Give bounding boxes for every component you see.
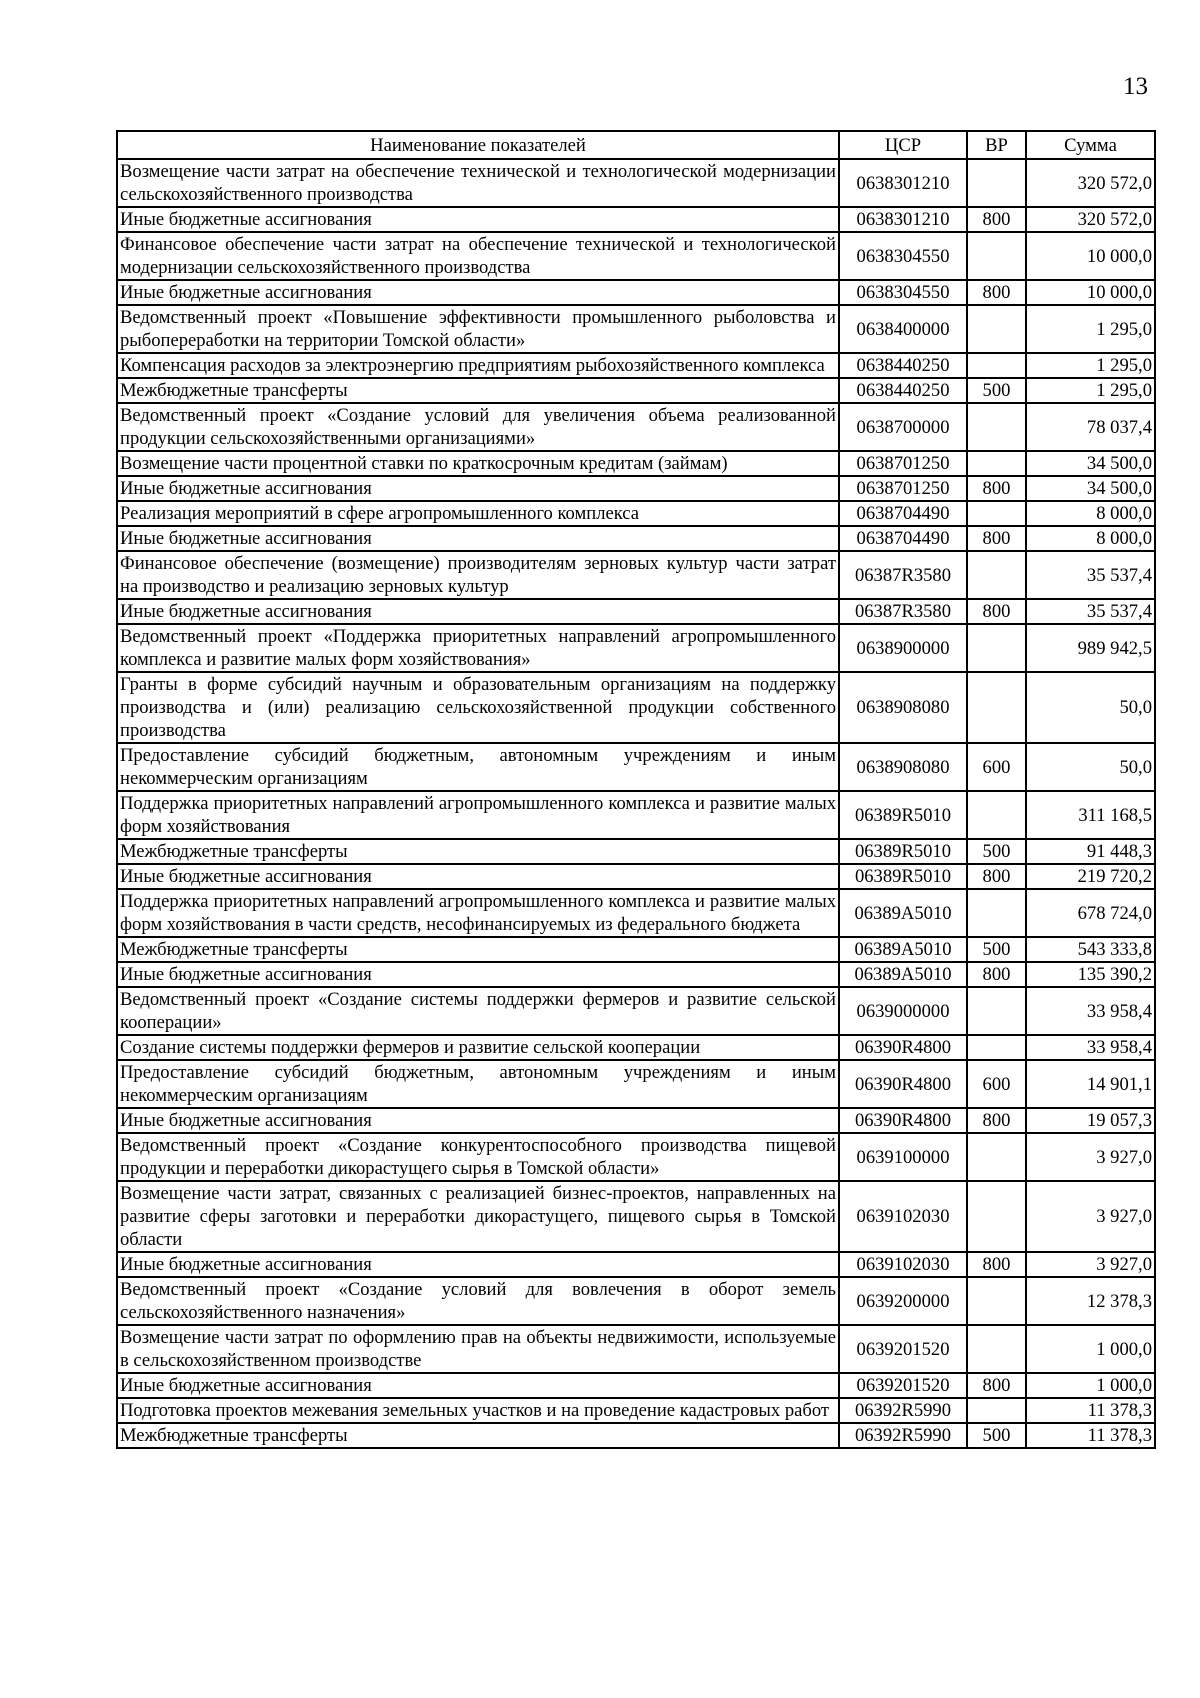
table-body bbox=[117, 159, 1155, 1448]
cell-sum: 19 057,3 bbox=[1026, 1108, 1155, 1133]
table-row bbox=[117, 1252, 1155, 1277]
cell-name: Межбюджетные трансферты bbox=[117, 378, 839, 403]
cell-sum: 50,0 bbox=[1026, 672, 1155, 743]
table-row bbox=[117, 305, 1155, 353]
cell-vr bbox=[967, 403, 1026, 451]
cell-sum: 35 537,4 bbox=[1026, 551, 1155, 599]
cell-csr: 0638304550 bbox=[839, 232, 967, 280]
table-row bbox=[117, 672, 1155, 743]
cell-vr bbox=[967, 232, 1026, 280]
cell-name: Ведомственный проект «Поддержка приоритетных направлений агропромышленного комплекса и развитие малых форм хозяйствования» bbox=[117, 624, 839, 672]
cell-vr: 800 bbox=[967, 599, 1026, 624]
cell-csr: 06392R5990 bbox=[839, 1398, 967, 1423]
table-row bbox=[117, 353, 1155, 378]
cell-name: Предоставление субсидий бюджетным, автономным учреждениям и иным некоммерческим организациям bbox=[117, 1060, 839, 1108]
table-row bbox=[117, 159, 1155, 207]
cell-sum: 3 927,0 bbox=[1026, 1252, 1155, 1277]
cell-sum: 8 000,0 bbox=[1026, 526, 1155, 551]
table-row bbox=[117, 791, 1155, 839]
cell-sum: 989 942,5 bbox=[1026, 624, 1155, 672]
cell-sum: 1 295,0 bbox=[1026, 305, 1155, 353]
cell-name: Иные бюджетные ассигнования bbox=[117, 1252, 839, 1277]
cell-vr bbox=[967, 672, 1026, 743]
cell-vr: 600 bbox=[967, 743, 1026, 791]
cell-vr bbox=[967, 1035, 1026, 1060]
cell-csr: 0638701250 bbox=[839, 476, 967, 501]
table-row bbox=[117, 526, 1155, 551]
cell-sum: 8 000,0 bbox=[1026, 501, 1155, 526]
cell-vr bbox=[967, 1133, 1026, 1181]
cell-name: Реализация мероприятий в сфере агропромышленного комплекса bbox=[117, 501, 839, 526]
cell-name: Иные бюджетные ассигнования bbox=[117, 280, 839, 305]
cell-sum: 1 295,0 bbox=[1026, 353, 1155, 378]
cell-vr bbox=[967, 791, 1026, 839]
cell-vr bbox=[967, 987, 1026, 1035]
cell-sum: 10 000,0 bbox=[1026, 280, 1155, 305]
cell-sum: 33 958,4 bbox=[1026, 1035, 1155, 1060]
cell-name: Ведомственный проект «Создание условий для вовлечения в оборот земель сельскохозяйственного назначения» bbox=[117, 1277, 839, 1325]
cell-csr: 0638301210 bbox=[839, 207, 967, 232]
cell-csr: 0639102030 bbox=[839, 1181, 967, 1252]
cell-vr: 600 bbox=[967, 1060, 1026, 1108]
cell-sum: 678 724,0 bbox=[1026, 889, 1155, 937]
table-row bbox=[117, 624, 1155, 672]
cell-name: Финансовое обеспечение части затрат на обеспечение технической и технологической модернизации сельскохозяйственного производства bbox=[117, 232, 839, 280]
cell-vr bbox=[967, 451, 1026, 476]
cell-name: Возмещение части процентной ставки по краткосрочным кредитам (займам) bbox=[117, 451, 839, 476]
table-row bbox=[117, 743, 1155, 791]
cell-csr: 06389A5010 bbox=[839, 937, 967, 962]
cell-sum: 91 448,3 bbox=[1026, 839, 1155, 864]
cell-vr: 800 bbox=[967, 1373, 1026, 1398]
cell-csr: 0638900000 bbox=[839, 624, 967, 672]
cell-csr: 0639000000 bbox=[839, 987, 967, 1035]
cell-csr: 06387R3580 bbox=[839, 599, 967, 624]
cell-name: Поддержка приоритетных направлений агропромышленного комплекса и развитие малых форм хозяйствования в части средств, несофинансируемых из федерального бюджета bbox=[117, 889, 839, 937]
cell-vr: 500 bbox=[967, 839, 1026, 864]
cell-name: Финансовое обеспечение (возмещение) производителям зерновых культур части затрат на производство и реализацию зерновых культур bbox=[117, 551, 839, 599]
header-csr: ЦСР bbox=[839, 131, 967, 159]
cell-csr: 0638400000 bbox=[839, 305, 967, 353]
table-row bbox=[117, 378, 1155, 403]
cell-vr bbox=[967, 1181, 1026, 1252]
cell-vr bbox=[967, 159, 1026, 207]
cell-csr: 0638908080 bbox=[839, 672, 967, 743]
cell-csr: 0638701250 bbox=[839, 451, 967, 476]
table-row bbox=[117, 1373, 1155, 1398]
cell-name: Ведомственный проект «Создание конкурентоспособного производства пищевой продукции и переработки дикорастущего сырья в Томской области» bbox=[117, 1133, 839, 1181]
cell-name: Ведомственный проект «Создание условий для увеличения объема реализованной продукции сельскохозяйственными организациями» bbox=[117, 403, 839, 451]
cell-vr bbox=[967, 501, 1026, 526]
table-row bbox=[117, 280, 1155, 305]
cell-sum: 320 572,0 bbox=[1026, 159, 1155, 207]
cell-csr: 06389R5010 bbox=[839, 839, 967, 864]
cell-vr: 800 bbox=[967, 526, 1026, 551]
cell-vr bbox=[967, 889, 1026, 937]
cell-name: Иные бюджетные ассигнования bbox=[117, 864, 839, 889]
cell-sum: 11 378,3 bbox=[1026, 1423, 1155, 1448]
cell-vr: 500 bbox=[967, 378, 1026, 403]
cell-csr: 06392R5990 bbox=[839, 1423, 967, 1448]
cell-name: Межбюджетные трансферты bbox=[117, 839, 839, 864]
cell-csr: 0639201520 bbox=[839, 1373, 967, 1398]
table-row bbox=[117, 1423, 1155, 1448]
table-row bbox=[117, 501, 1155, 526]
cell-sum: 14 901,1 bbox=[1026, 1060, 1155, 1108]
cell-sum: 11 378,3 bbox=[1026, 1398, 1155, 1423]
cell-name: Иные бюджетные ассигнования bbox=[117, 1108, 839, 1133]
cell-sum: 3 927,0 bbox=[1026, 1133, 1155, 1181]
cell-vr bbox=[967, 1277, 1026, 1325]
cell-csr: 06389R5010 bbox=[839, 864, 967, 889]
cell-sum: 320 572,0 bbox=[1026, 207, 1155, 232]
table-row bbox=[117, 403, 1155, 451]
cell-name: Иные бюджетные ассигнования bbox=[117, 476, 839, 501]
table-row bbox=[117, 1035, 1155, 1060]
cell-csr: 0638704490 bbox=[839, 526, 967, 551]
table-row bbox=[117, 937, 1155, 962]
cell-sum: 311 168,5 bbox=[1026, 791, 1155, 839]
cell-sum: 1 000,0 bbox=[1026, 1325, 1155, 1373]
table-row bbox=[117, 864, 1155, 889]
cell-vr: 800 bbox=[967, 864, 1026, 889]
cell-vr: 500 bbox=[967, 937, 1026, 962]
cell-name: Возмещение части затрат по оформлению прав на объекты недвижимости, используемые в сельскохозяйственном производстве bbox=[117, 1325, 839, 1373]
cell-sum: 33 958,4 bbox=[1026, 987, 1155, 1035]
cell-csr: 0638440250 bbox=[839, 353, 967, 378]
table-row bbox=[117, 1108, 1155, 1133]
cell-vr bbox=[967, 624, 1026, 672]
cell-name: Возмещение части затрат на обеспечение технической и технологической модернизации сельскохозяйственного производства bbox=[117, 159, 839, 207]
cell-vr: 500 bbox=[967, 1423, 1026, 1448]
cell-name: Иные бюджетные ассигнования bbox=[117, 1373, 839, 1398]
table-row bbox=[117, 232, 1155, 280]
cell-sum: 10 000,0 bbox=[1026, 232, 1155, 280]
cell-csr: 06389A5010 bbox=[839, 962, 967, 987]
cell-name: Ведомственный проект «Создание системы поддержки фермеров и развитие сельской кооперации» bbox=[117, 987, 839, 1035]
cell-name: Иные бюджетные ассигнования bbox=[117, 526, 839, 551]
table-row bbox=[117, 476, 1155, 501]
table-row bbox=[117, 207, 1155, 232]
cell-csr: 0638700000 bbox=[839, 403, 967, 451]
cell-vr: 800 bbox=[967, 207, 1026, 232]
cell-sum: 78 037,4 bbox=[1026, 403, 1155, 451]
cell-csr: 06387R3580 bbox=[839, 551, 967, 599]
cell-sum: 34 500,0 bbox=[1026, 476, 1155, 501]
table-header-row bbox=[117, 131, 1155, 159]
cell-vr: 800 bbox=[967, 280, 1026, 305]
cell-sum: 35 537,4 bbox=[1026, 599, 1155, 624]
cell-sum: 3 927,0 bbox=[1026, 1181, 1155, 1252]
cell-csr: 06389A5010 bbox=[839, 889, 967, 937]
table-row bbox=[117, 839, 1155, 864]
table-row bbox=[117, 551, 1155, 599]
cell-sum: 34 500,0 bbox=[1026, 451, 1155, 476]
cell-name: Поддержка приоритетных направлений агропромышленного комплекса и развитие малых форм хозяйствования bbox=[117, 791, 839, 839]
cell-vr bbox=[967, 353, 1026, 378]
cell-vr bbox=[967, 305, 1026, 353]
table-row bbox=[117, 1325, 1155, 1373]
cell-sum: 219 720,2 bbox=[1026, 864, 1155, 889]
table-row bbox=[117, 1277, 1155, 1325]
cell-name: Иные бюджетные ассигнования bbox=[117, 207, 839, 232]
cell-sum: 1 000,0 bbox=[1026, 1373, 1155, 1398]
table-row bbox=[117, 599, 1155, 624]
cell-csr: 0639100000 bbox=[839, 1133, 967, 1181]
table-row bbox=[117, 1133, 1155, 1181]
cell-csr: 0638301210 bbox=[839, 159, 967, 207]
cell-csr: 06390R4800 bbox=[839, 1035, 967, 1060]
table-row bbox=[117, 889, 1155, 937]
cell-vr: 800 bbox=[967, 1252, 1026, 1277]
cell-name: Межбюджетные трансферты bbox=[117, 1423, 839, 1448]
cell-csr: 0639102030 bbox=[839, 1252, 967, 1277]
table-row bbox=[117, 987, 1155, 1035]
cell-vr: 800 bbox=[967, 1108, 1026, 1133]
table-row bbox=[117, 451, 1155, 476]
cell-sum: 135 390,2 bbox=[1026, 962, 1155, 987]
table-row bbox=[117, 962, 1155, 987]
cell-csr: 0639201520 bbox=[839, 1325, 967, 1373]
table-row bbox=[117, 1398, 1155, 1423]
cell-name: Иные бюджетные ассигнования bbox=[117, 962, 839, 987]
cell-name: Межбюджетные трансферты bbox=[117, 937, 839, 962]
table-row bbox=[117, 1181, 1155, 1252]
cell-sum: 12 378,3 bbox=[1026, 1277, 1155, 1325]
cell-csr: 0638440250 bbox=[839, 378, 967, 403]
cell-name: Компенсация расходов за электроэнергию предприятиям рыбохозяйственного комплекса bbox=[117, 353, 839, 378]
cell-vr: 800 bbox=[967, 962, 1026, 987]
table-row bbox=[117, 1060, 1155, 1108]
cell-sum: 50,0 bbox=[1026, 743, 1155, 791]
cell-name: Возмещение части затрат, связанных с реализацией бизнес-проектов, направленных на развитие сферы заготовки и переработки дикорастущего, пищевого сырья в Томской области bbox=[117, 1181, 839, 1252]
cell-name: Подготовка проектов межевания земельных участков и на проведение кадастровых работ bbox=[117, 1398, 839, 1423]
cell-csr: 0638304550 bbox=[839, 280, 967, 305]
cell-csr: 0638704490 bbox=[839, 501, 967, 526]
cell-vr bbox=[967, 1325, 1026, 1373]
page-number: 13 bbox=[1123, 73, 1148, 100]
cell-name: Гранты в форме субсидий научным и образовательным организациям на поддержку производства и (или) реализацию сельскохозяйственной продукции собственного производства bbox=[117, 672, 839, 743]
header-name: Наименование показателей bbox=[117, 131, 839, 159]
cell-csr: 06389R5010 bbox=[839, 791, 967, 839]
cell-name: Ведомственный проект «Повышение эффективности промышленного рыболовства и рыбопереработки на территории Томской области» bbox=[117, 305, 839, 353]
cell-name: Создание системы поддержки фермеров и развитие сельской кооперации bbox=[117, 1035, 839, 1060]
cell-csr: 0639200000 bbox=[839, 1277, 967, 1325]
budget-table bbox=[116, 130, 1156, 1449]
cell-csr: 06390R4800 bbox=[839, 1060, 967, 1108]
cell-name: Предоставление субсидий бюджетным, автономным учреждениям и иным некоммерческим организациям bbox=[117, 743, 839, 791]
cell-name: Иные бюджетные ассигнования bbox=[117, 599, 839, 624]
cell-vr: 800 bbox=[967, 476, 1026, 501]
cell-sum: 543 333,8 bbox=[1026, 937, 1155, 962]
cell-vr bbox=[967, 1398, 1026, 1423]
header-sum: Сумма bbox=[1026, 131, 1155, 159]
cell-sum: 1 295,0 bbox=[1026, 378, 1155, 403]
cell-vr bbox=[967, 551, 1026, 599]
cell-csr: 0638908080 bbox=[839, 743, 967, 791]
cell-csr: 06390R4800 bbox=[839, 1108, 967, 1133]
header-vr: ВР bbox=[967, 131, 1026, 159]
